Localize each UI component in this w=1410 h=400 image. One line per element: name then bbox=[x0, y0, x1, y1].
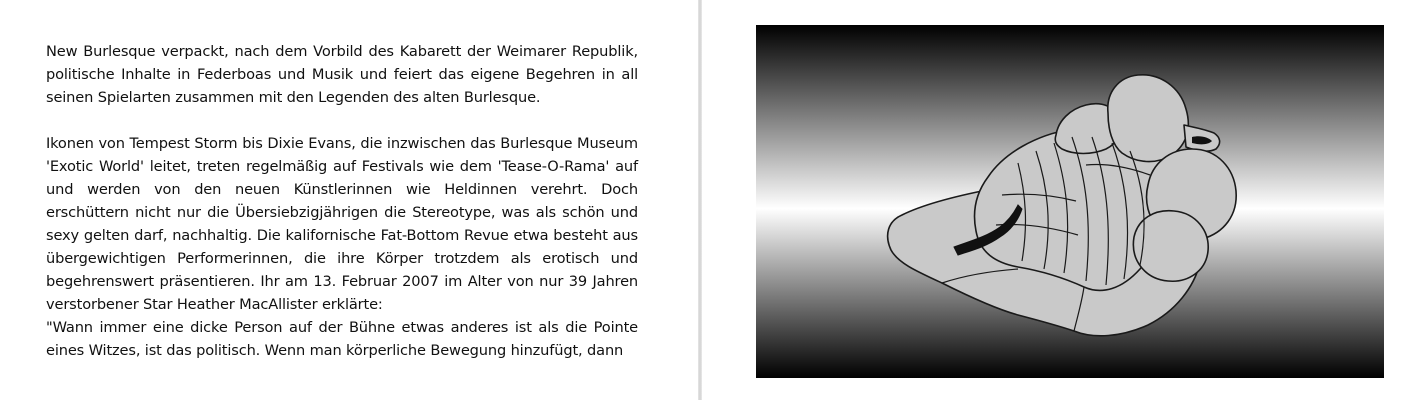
paragraph-3: "Wann immer eine dicke Person auf der Bühne etwas anderes ist als die Pointe eines Witzes, ist das politisch. Wenn man körperliche Bewegung hinzufügt, dann bbox=[46, 319, 638, 359]
illustration-svg bbox=[756, 25, 1384, 378]
right-page bbox=[702, 0, 1410, 400]
paragraph-1: New Burlesque verpackt, nach dem Vorbild des Kabarett der Weimarer Republik, politische Inhalte in Federboas und Musik und feiert das eigene Begehren in all seinen Spielarten zusammen mit den Legenden des alten Burlesque. bbox=[46, 43, 638, 106]
paragraph-2: Ikonen von Tempest Storm bis Dixie Evans, die inzwischen das Burlesque Museum 'Exotic World' leitet, treten regelmäßig auf Festivals wie dem 'Tease-O-Rama' auf und werden von den neuen Künstlerinnen wie Heldinnen verehrt. Doch erschüttern nicht nur die Übersiebzigjährigen die Stereotype, was als schön und sexy gelten darf, nachhaltig. Die kalifornische Fat-Bottom Revue etwa besteht aus übergewichtigen Performerinnen, die ihre Körper trotzdem als erotisch und begehrenswert präsentieren. Ihr am 13. Februar 2007 im Alter von nur 39 Jahren verstorbener Star Heather MacAllister erklärte: bbox=[46, 135, 638, 313]
reclining-figure-illustration bbox=[756, 25, 1384, 378]
body-text-column bbox=[46, 40, 638, 362]
left-page bbox=[0, 0, 698, 400]
